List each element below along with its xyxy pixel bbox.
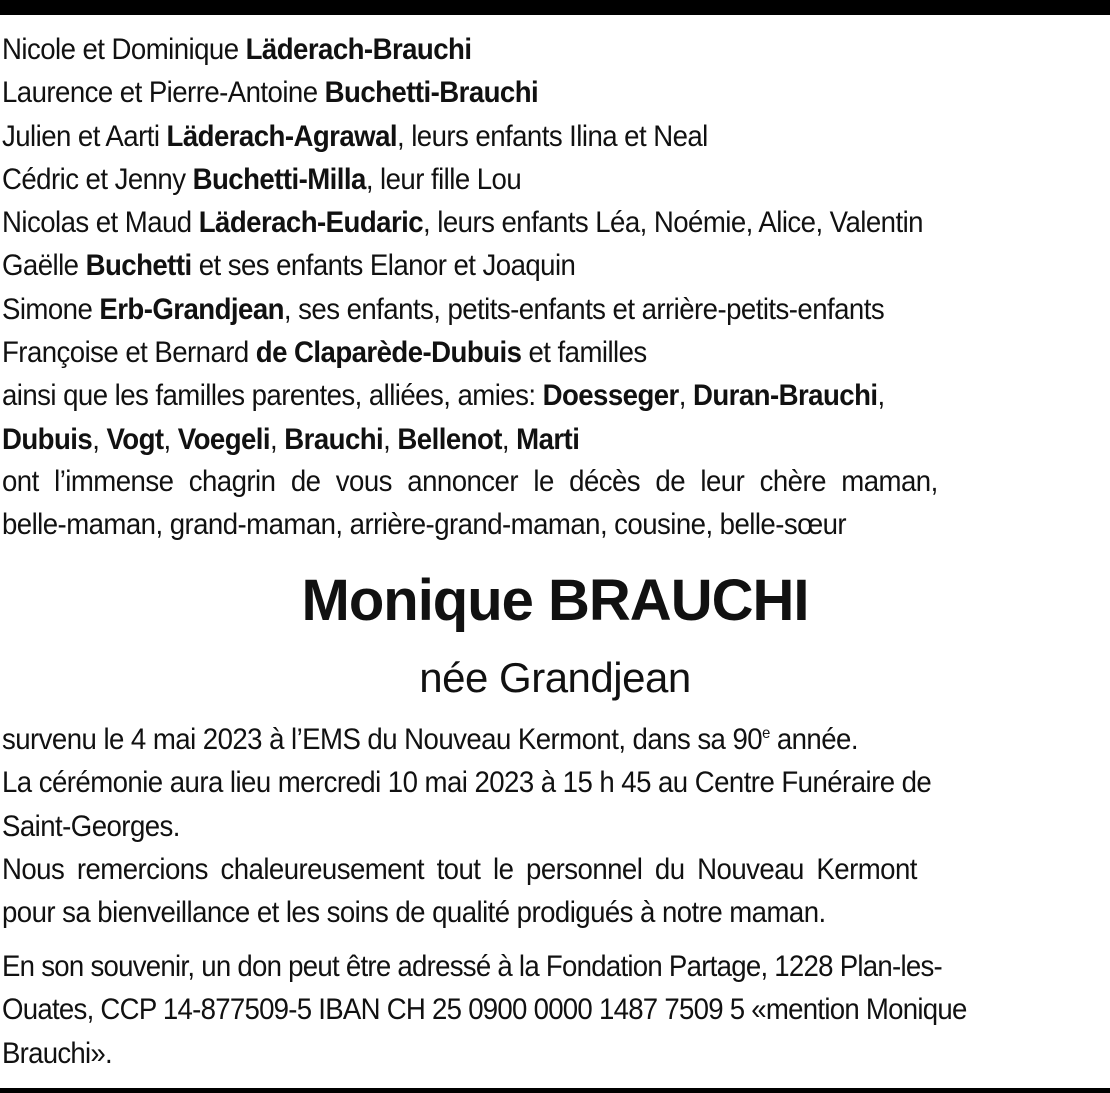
relative-surname: Vogt [106, 422, 164, 456]
relatives-line [2, 418, 1020, 461]
family-line [2, 28, 1020, 71]
death-info [2, 718, 1106, 761]
family-surname: Buchetti-Milla [192, 162, 366, 196]
family-line [2, 288, 1020, 331]
family-members: Nicole et Dominique [2, 33, 246, 66]
family-extra: , ses enfants, petits-enfants et arrière-petits-enfants [283, 292, 885, 326]
relative-surname: Doesseger [542, 379, 679, 413]
family-extra: , leur fille Lou [365, 162, 522, 196]
separator: , [877, 379, 885, 413]
separator: , [501, 422, 517, 456]
top-border-rule [0, 0, 1110, 15]
relatives-intro: ainsi que les familles parentes, alliées, amies: [2, 379, 543, 413]
family-extra: , leurs enfants Ilina et Neal [396, 119, 708, 153]
family-list [2, 28, 1020, 461]
relative-surname: Voegeli [177, 422, 271, 456]
family-line [2, 201, 1020, 244]
family-surname: Buchetti-Brauchi [324, 76, 539, 110]
relative-surname: Brauchi [284, 422, 384, 456]
family-members: Françoise et Bernard [2, 336, 256, 370]
family-members: Gaëlle [2, 249, 86, 283]
thanks-text: Nous remercions chaleureusement tout le personnel du Nouveau Kermont [2, 852, 917, 886]
family-extra: et familles [521, 336, 647, 370]
relatives-line [2, 374, 1020, 417]
ceremony-info: Saint-Georges. [2, 809, 180, 843]
family-line [2, 71, 1020, 114]
ordinal-suffix: e [762, 725, 770, 742]
family-surname: Buchetti [85, 249, 192, 283]
family-surname: Erb-Grandjean [99, 292, 284, 326]
separator: , [383, 422, 398, 456]
death-info-text: survenu le 4 mai 2023 à l’EMS du Nouveau Kermont, dans sa 90 [2, 723, 763, 756]
separator: , [270, 422, 285, 456]
deceased-name: Monique BRAUCHI [301, 568, 809, 633]
separator: , [92, 422, 107, 456]
thanks-text: pour sa bienveillance et les soins de qualité prodigués à notre maman. [2, 896, 826, 930]
donation-info [2, 945, 1106, 1075]
relative-surname: Bellenot [397, 422, 502, 456]
family-line [2, 115, 1020, 158]
family-surname: de Claparède-Dubuis [255, 336, 522, 370]
family-extra: et ses enfants Elanor et Joaquin [191, 249, 576, 283]
relative-surname: Dubuis [2, 422, 93, 456]
relative-surname: Duran-Brauchi [692, 379, 878, 413]
family-surname: Läderach-Agrawal [166, 119, 397, 153]
family-members: Laurence et Pierre-Antoine [2, 76, 325, 110]
ceremony-info: La cérémonie aura lieu mercredi 10 mai 2023 à 15 h 45 au Centre Funéraire de [2, 766, 932, 800]
separator: , [678, 379, 693, 413]
donation-line: En son souvenir, un don peut être adressé à la Fondation Partage, 1228 Plan-les- [2, 950, 942, 983]
family-surname: Läderach-Eudaric [198, 206, 424, 240]
announcement-line: ont l’immense chagrin de vous annoncer le décès de leur chère maman, [2, 465, 938, 498]
bottom-border-rule [0, 1088, 1110, 1093]
family-members: Simone [2, 292, 100, 326]
family-extra: , leurs enfants Léa, Noémie, Alice, Valentin [423, 206, 923, 240]
death-info-text: année. [769, 723, 858, 756]
family-members: Nicolas et Maud [2, 206, 199, 240]
funeral-details [2, 718, 1106, 934]
announcement-text [2, 460, 1106, 547]
maiden-name: née Grandjean [419, 654, 691, 701]
family-members: Cédric et Jenny [2, 162, 193, 196]
family-surname: Läderach-Brauchi [245, 33, 472, 66]
family-line [2, 331, 1020, 374]
separator: , [163, 422, 178, 456]
family-line [2, 244, 1020, 287]
family-members: Julien et Aarti [2, 119, 167, 153]
donation-line: Brauchi». [2, 1036, 112, 1070]
announcement-line: belle-maman, grand-maman, arrière-grand-maman, cousine, belle-sœur [2, 508, 847, 542]
family-line [2, 158, 1020, 201]
relative-surname: Marti [516, 422, 580, 456]
donation-line: Ouates, CCP 14-877509-5 IBAN CH 25 0900 0000 1487 7509 5 «mention Monique [2, 993, 967, 1027]
